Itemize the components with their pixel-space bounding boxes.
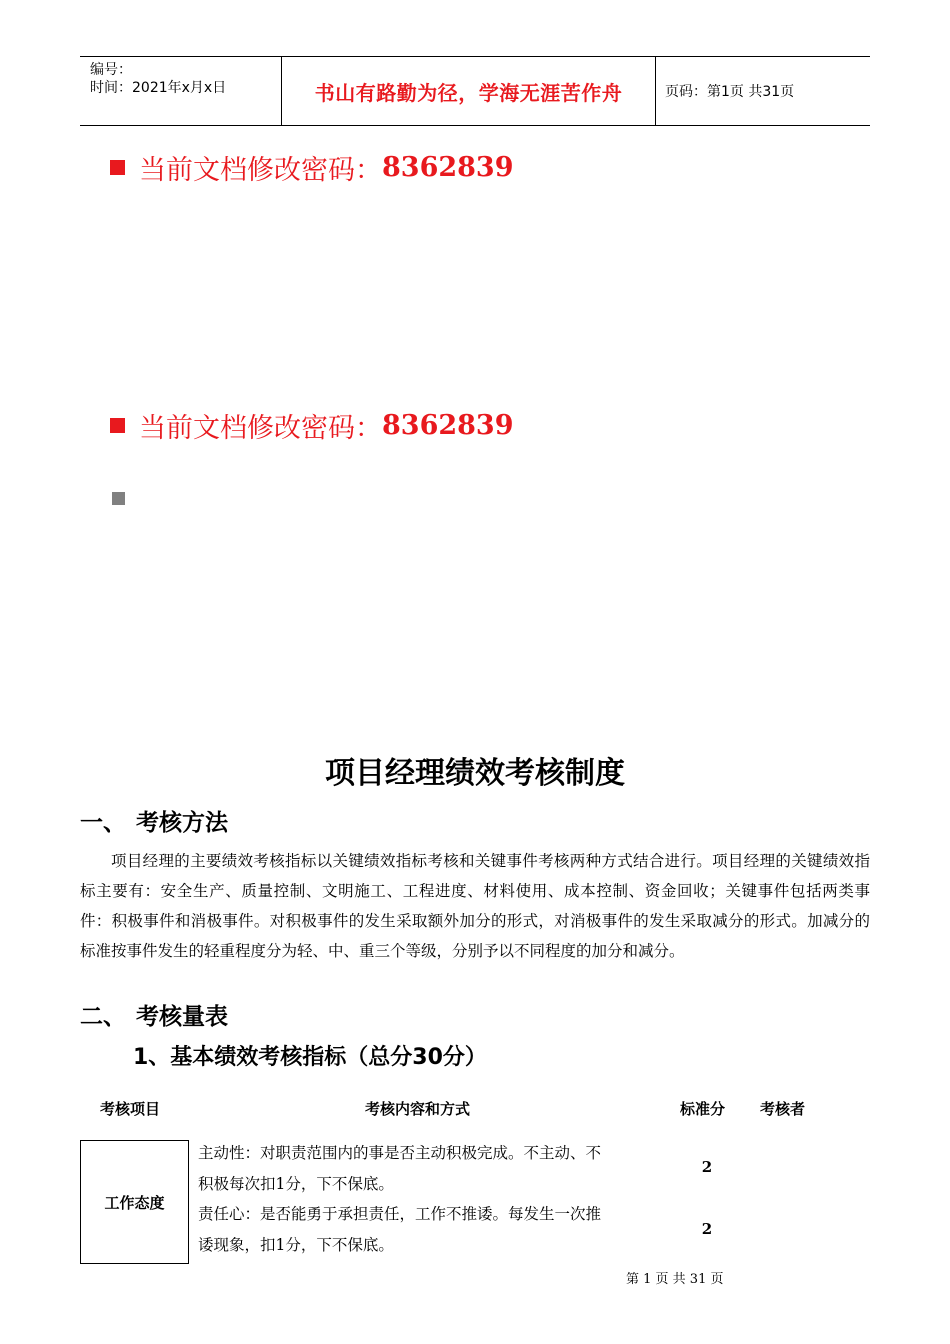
document-time-label: 时间：2021年x月x日 xyxy=(90,80,227,96)
section-heading xyxy=(80,998,228,1031)
document-title: 项目经理绩效考核制度 xyxy=(325,756,625,791)
password-label: 当前文档修改密码： xyxy=(139,155,382,186)
table-header-content: 考核内容和方式 xyxy=(365,1100,471,1118)
password-label: 当前文档修改密码： xyxy=(139,413,382,444)
section-heading xyxy=(80,804,228,837)
row-score: 2 xyxy=(701,1158,713,1176)
red-square-bullet-icon xyxy=(110,418,125,433)
table-row xyxy=(198,1138,658,1200)
row-text-line: 主动性：对职责范围内的事是否主动积极完成。不主动、不 xyxy=(198,1144,602,1162)
section-title: 考核量表 xyxy=(136,1004,228,1030)
table-header-item: 考核项目 xyxy=(100,1100,161,1118)
paragraph-text: 项目经理的主要绩效考核指标以关键绩效指标考核和关键事件考核两种方式结合进行。项目经理的关键绩效指标主要有：安全生产、质量控制、文明施工、工程进度、材料使用、成本控制、资金回收；关键事件包括两类事件：积极事件和消极事件。对积极事件的发生采取额外加分的形式，对消极事件的发生采取减分的形式。加减分的标准按事件发生的轻重程度分为轻、中、重三个等级，分别予以不同程度的加分和减分。 xyxy=(80,852,870,960)
page-footer: 第 1 页 共 31 页 xyxy=(626,1272,724,1287)
header-motto: 书山有路勤为径，学海无涯苦作舟 xyxy=(314,80,623,105)
row-text-line: 诿现象，扣1分，下不保底。 xyxy=(198,1236,394,1254)
table-header-assessor: 考核者 xyxy=(760,1100,806,1118)
section-paragraph xyxy=(80,846,870,966)
row-score: 2 xyxy=(701,1220,713,1238)
header-divider xyxy=(655,57,656,125)
red-square-bullet-icon xyxy=(110,160,125,175)
table-row xyxy=(198,1199,658,1261)
table-header-score: 标准分 xyxy=(680,1100,726,1118)
gray-square-bullet-icon xyxy=(112,492,125,505)
row-text-line: 责任心：是否能勇于承担责任，工作不推诿。每发生一次推 xyxy=(198,1205,602,1223)
password-notice xyxy=(110,148,514,187)
subsection-heading: 1、基本绩效考核指标（总分30分） xyxy=(133,1045,487,1070)
password-code: 8362839 xyxy=(382,152,514,183)
section-number: 二、 xyxy=(80,1004,126,1030)
section-number: 一、 xyxy=(80,810,126,836)
row-text-line: 积极每次扣1分，下不保底。 xyxy=(198,1175,394,1193)
password-code: 8362839 xyxy=(382,410,514,441)
section-title: 考核方法 xyxy=(136,810,228,836)
page-header xyxy=(80,56,870,126)
table-category-cell: 工作态度 xyxy=(80,1140,189,1264)
document-number-label: 编号： xyxy=(90,62,132,78)
header-meta xyxy=(90,61,226,97)
password-notice xyxy=(110,406,514,445)
header-page-info: 页码：第1页 共31页 xyxy=(665,84,795,100)
